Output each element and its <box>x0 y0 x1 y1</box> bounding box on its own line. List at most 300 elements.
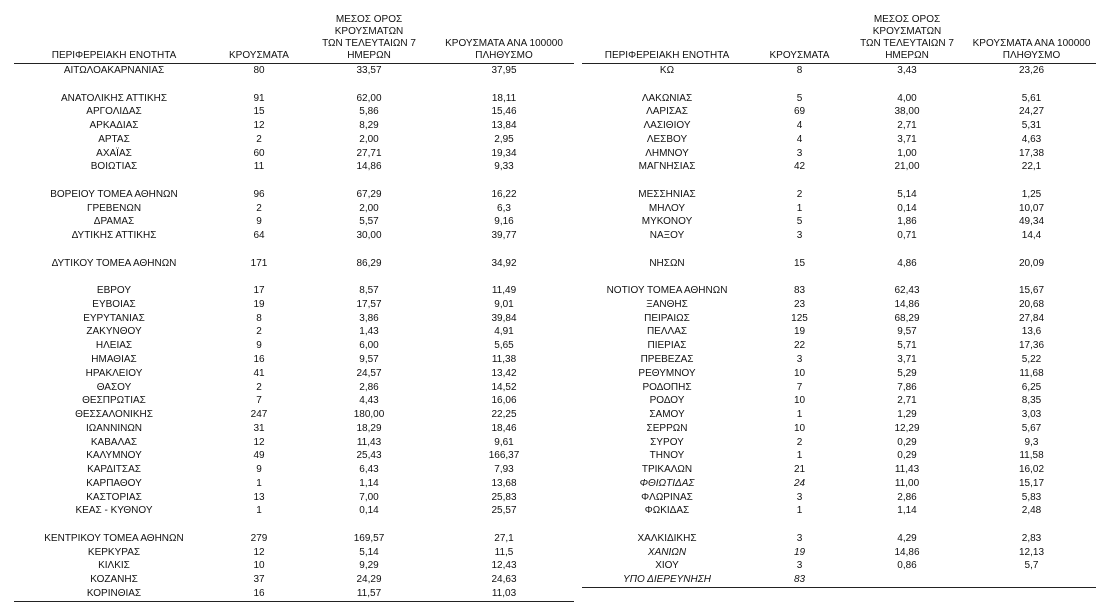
per100k-cell: 19,34 <box>491 147 517 159</box>
cases-cell: 7 <box>256 395 262 407</box>
table-row <box>582 325 1096 339</box>
per100k-cell: 37,95 <box>491 65 517 76</box>
table-row <box>14 312 574 326</box>
table-row <box>14 532 574 546</box>
table-row <box>14 546 574 560</box>
spacer-row <box>14 518 574 532</box>
per100k-cell: 9,16 <box>494 216 514 228</box>
region-cell: ΚΑΛΥΜΝΟΥ <box>86 450 142 462</box>
avg7-cell: 5,71 <box>897 340 917 352</box>
cases-cell: 4 <box>796 120 803 132</box>
per100k-cell: 22,25 <box>491 409 517 421</box>
per100k-cell: 7,93 <box>494 464 514 476</box>
table-row <box>14 202 574 216</box>
table-row <box>14 257 574 271</box>
avg7-cell <box>847 573 967 587</box>
per100k-cell: 13,42 <box>491 367 517 379</box>
table-row <box>582 559 1096 573</box>
avg7-cell: 0,14 <box>359 505 379 517</box>
per100k-cell: 18,46 <box>491 422 517 434</box>
cases-cell: 1 <box>796 409 803 421</box>
per100k-cell: 5,83 <box>1021 491 1042 503</box>
avg7-cell: 7,00 <box>359 491 379 503</box>
region-cell: ΕΒΡΟΥ <box>96 285 132 297</box>
table-row <box>582 202 1096 216</box>
per100k-cell: 11,38 <box>491 354 517 366</box>
table-row <box>582 298 1096 312</box>
table-row <box>582 215 1096 229</box>
table-row <box>582 160 1096 174</box>
region-cell: ΚΑΒΑΛΑΣ <box>90 436 138 448</box>
region-cell: ΚΙΛΚΙΣ <box>98 560 130 572</box>
region-cell: ΗΛΕΙΑΣ <box>95 340 133 352</box>
avg7-cell: 1,14 <box>359 477 379 489</box>
avg7-cell: 5,57 <box>359 216 379 228</box>
avg7-cell: 38,00 <box>894 106 920 118</box>
per100k-cell: 25,57 <box>491 505 517 517</box>
avg7-cell: 1,86 <box>897 216 917 228</box>
region-cell: ΘΕΣΠΡΩΤΙΑΣ <box>82 395 146 407</box>
avg7-cell: 4,86 <box>897 257 917 269</box>
cases-cell: 69 <box>793 106 806 118</box>
avg7-cell: 169,57 <box>353 532 385 544</box>
avg7-cell: 3,71 <box>897 354 917 366</box>
cases-cell: 247 <box>250 409 268 421</box>
avg7-cell: 0,29 <box>897 436 917 448</box>
region-cell: ΣΕΡΡΩΝ <box>646 422 688 434</box>
avg7-cell: 9,57 <box>897 326 917 338</box>
cases-cell: 16 <box>214 587 304 601</box>
table-row <box>582 257 1096 271</box>
region-cell: ΣΥΡΟΥ <box>650 436 684 448</box>
avg7-cell: 0,29 <box>897 450 917 462</box>
region-cell: ΑΡΚΑΔΙΑΣ <box>89 120 139 132</box>
per100k-cell: 15,67 <box>1018 285 1045 297</box>
table-row <box>14 92 574 106</box>
region-cell: ΝΟΤΙΟΥ ΤΟΜΕΑ ΑΘΗΝΩΝ <box>606 285 728 297</box>
cases-cell: 2 <box>256 381 262 393</box>
cases-cell: 1 <box>256 477 262 489</box>
per100k-cell: 17,36 <box>1018 340 1045 352</box>
cases-cell: 4 <box>796 133 803 145</box>
cases-cell: 9 <box>256 340 262 352</box>
region-cell: ΔΥΤΙΚΟΥ ΤΟΜΕΑ ΑΘΗΝΩΝ <box>51 257 177 269</box>
table-row <box>582 119 1096 133</box>
per100k-cell: 2,83 <box>1021 532 1042 544</box>
per100k-cell: 9,01 <box>494 298 514 310</box>
table-row <box>582 284 1096 298</box>
cases-cell: 23 <box>793 298 806 310</box>
cases-cell: 3 <box>796 532 803 544</box>
cases-cell: 91 <box>253 92 265 104</box>
cases-cell: 3 <box>796 491 803 503</box>
cases-cell: 21 <box>793 464 806 476</box>
header-cases: ΚΡΟΥΣΜΑΤΑ <box>752 14 847 64</box>
table-row <box>14 339 574 353</box>
per100k-cell: 13,6 <box>1021 326 1042 338</box>
avg7-cell: 33,57 <box>356 65 382 76</box>
per100k-cell: 12,43 <box>491 560 517 572</box>
cases-cell: 15 <box>253 106 265 118</box>
header-avg7: ΜΕΣΟΣ ΟΡΟΣ ΚΡΟΥΣΜΑΤΩΝ ΤΩΝ ΤΕΛΕΥΤΑΙΩΝ 7 ΗΜΕΡΩΝ <box>847 14 967 64</box>
per100k-cell: 6,25 <box>1021 381 1042 393</box>
cases-cell: 2 <box>256 326 262 338</box>
right-table-body <box>582 64 1096 588</box>
avg7-cell: 5,14 <box>897 188 917 200</box>
avg7-cell: 11,43 <box>356 436 382 448</box>
region-cell: ΑΡΤΑΣ <box>98 133 130 145</box>
avg7-cell: 11,00 <box>894 477 920 489</box>
avg7-cell: 27,71 <box>356 147 382 159</box>
cases-cell: 125 <box>791 312 808 324</box>
region-cell: ΓΡΕΒΕΝΩΝ <box>86 202 142 214</box>
avg7-cell: 0,86 <box>897 560 917 572</box>
region-cell: ΔΥΤΙΚΗΣ ΑΤΤΙΚΗΣ <box>71 230 157 242</box>
avg7-cell: 3,86 <box>359 312 379 324</box>
table-row <box>14 147 574 161</box>
spacer-row <box>582 518 1096 532</box>
cases-cell: 5 <box>796 216 803 228</box>
table-row <box>14 133 574 147</box>
table-row <box>14 394 574 408</box>
table-row <box>582 339 1096 353</box>
region-cell: ΕΥΒΟΙΑΣ <box>92 298 136 310</box>
region-cell: ΑΧΑΪΑΣ <box>96 147 132 159</box>
avg7-cell: 2,71 <box>897 395 917 407</box>
per100k-cell: 14,4 <box>1021 230 1042 242</box>
cases-cell: 41 <box>253 367 265 379</box>
per100k-cell: 5,65 <box>494 340 514 352</box>
per100k-cell: 34,92 <box>491 257 517 269</box>
table-row <box>14 367 574 381</box>
per100k-cell: 5,61 <box>1021 92 1042 104</box>
region-cell: ΚΟΖΑΝΗΣ <box>90 574 138 586</box>
avg7-cell: 0,14 <box>897 202 917 214</box>
header-cases: ΚΡΟΥΣΜΑΤΑ <box>214 14 304 64</box>
cases-cell: 1 <box>796 202 803 214</box>
cases-cell: 10 <box>793 422 806 434</box>
cases-cell: 1 <box>256 505 262 517</box>
left-table-body <box>14 64 574 602</box>
spacer-row <box>582 174 1096 188</box>
cases-cell: 3 <box>796 147 803 159</box>
per100k-cell: 16,02 <box>1018 464 1045 476</box>
table-row <box>582 312 1096 326</box>
cases-cell: 12 <box>253 436 265 448</box>
table-row <box>14 105 574 119</box>
table-row <box>582 188 1096 202</box>
region-cell: ΚΕΑΣ - ΚΥΘΝΟΥ <box>75 505 153 517</box>
cases-cell: 22 <box>793 340 806 352</box>
per100k-cell: 24,63 <box>491 574 517 586</box>
per100k-cell: 27,1 <box>494 532 514 544</box>
per100k-cell: 11,5 <box>494 546 514 558</box>
cases-cell: 7 <box>796 381 803 393</box>
region-cell: ΚΕΝΤΡΙΚΟΥ ΤΟΜΕΑ ΑΘΗΝΩΝ <box>44 532 184 544</box>
avg7-cell: 17,57 <box>356 298 382 310</box>
avg7-cell: 14,86 <box>894 298 920 310</box>
table-row <box>582 353 1096 367</box>
cases-cell: 19 <box>793 326 806 338</box>
per100k-cell: 15,17 <box>1018 477 1045 489</box>
region-cell: ΦΛΩΡΙΝΑΣ <box>641 491 693 503</box>
avg7-cell: 1,43 <box>359 326 379 338</box>
region-cell: ΖΑΚΥΝΘΟΥ <box>86 326 142 338</box>
spacer-row <box>582 270 1096 284</box>
cases-cell: 19 <box>253 298 265 310</box>
region-cell: ΚΕΡΚΥΡΑΣ <box>87 546 141 558</box>
per100k-cell: 14,52 <box>491 381 517 393</box>
table-row <box>14 381 574 395</box>
avg7-cell: 7,86 <box>897 381 917 393</box>
spacer-row <box>582 243 1096 257</box>
per100k-cell: 39,84 <box>491 312 517 324</box>
region-cell: ΚΑΣΤΟΡΙΑΣ <box>86 491 142 503</box>
region-cell: ΗΜΑΘΙΑΣ <box>91 354 137 366</box>
avg7-cell: 6,00 <box>359 340 379 352</box>
right-cases-table <box>582 14 1096 588</box>
avg7-cell: 5,14 <box>359 546 379 558</box>
region-cell: ΠΙΕΡΙΑΣ <box>647 340 687 352</box>
avg7-cell: 2,71 <box>897 120 917 132</box>
avg7-cell: 3,43 <box>897 65 917 76</box>
table-row <box>14 436 574 450</box>
region-cell: ΧΑΝΙΩΝ <box>647 546 687 558</box>
cases-cell: 42 <box>793 161 806 173</box>
spacer-row <box>14 243 574 257</box>
per100k-cell: 17,38 <box>1018 147 1045 159</box>
per100k-cell: 11,58 <box>1019 450 1044 462</box>
region-cell: ΧΙΟΥ <box>655 560 679 572</box>
table-row <box>582 436 1096 450</box>
region-cell: ΑΝΑΤΟΛΙΚΗΣ ΑΤΤΙΚΗΣ <box>60 92 168 104</box>
table-row <box>582 491 1096 505</box>
region-cell: ΚΑΡΔΙΤΣΑΣ <box>87 464 141 476</box>
avg7-cell: 3,71 <box>897 133 917 145</box>
avg7-cell: 4,00 <box>897 92 917 104</box>
table-row <box>582 477 1096 491</box>
table-row <box>582 229 1096 243</box>
avg7-cell: 1,00 <box>897 147 917 159</box>
table-row <box>14 463 574 477</box>
cases-cell: 80 <box>253 65 265 76</box>
per100k-cell: 1,25 <box>1021 188 1042 200</box>
cases-cell: 3 <box>796 230 803 242</box>
cases-cell: 279 <box>250 532 268 544</box>
avg7-cell: 14,86 <box>894 546 920 558</box>
region-cell: ΚΑΡΠΑΘΟΥ <box>86 477 142 489</box>
per100k-cell: 6,3 <box>497 202 511 214</box>
right-header-row <box>582 14 1096 64</box>
region-cell: ΛΗΜΝΟΥ <box>645 147 689 159</box>
region-cell: ΒΟΡΕΙΟΥ ΤΟΜΕΑ ΑΘΗΝΩΝ <box>50 188 178 200</box>
avg7-cell: 62,43 <box>894 285 920 297</box>
table-row <box>14 119 574 133</box>
left-header-row <box>14 14 574 64</box>
per100k-cell: 12,13 <box>1018 546 1045 558</box>
region-cell: ΜΥΚΟΝΟΥ <box>641 216 693 228</box>
region-cell: ΛΕΣΒΟΥ <box>646 133 688 145</box>
avg7-cell: 5,86 <box>359 106 379 118</box>
table-row <box>582 133 1096 147</box>
avg7-cell: 8,57 <box>359 285 379 297</box>
region-cell: ΤΗΝΟΥ <box>649 450 685 462</box>
cases-cell: 12 <box>253 120 265 132</box>
table-row <box>582 105 1096 119</box>
per100k-cell: 5,22 <box>1021 354 1042 366</box>
avg7-cell: 14,86 <box>356 161 382 173</box>
avg7-cell: 8,29 <box>359 120 379 132</box>
per100k-cell: 16,06 <box>491 395 517 407</box>
avg7-cell: 2,00 <box>359 202 379 214</box>
per100k-cell: 20,68 <box>1018 298 1045 310</box>
avg7-cell: 86,29 <box>356 257 382 269</box>
table-row <box>14 160 574 174</box>
per100k-cell: 5,31 <box>1021 120 1042 132</box>
region-cell: ΜΕΣΣΗΝΙΑΣ <box>638 188 696 200</box>
per100k-cell: 49,34 <box>1018 216 1045 228</box>
table-row <box>14 587 574 601</box>
header-region: ΠΕΡΙΦΕΡΕΙΑΚΗ ΕΝΟΤΗΤΑ <box>14 14 214 64</box>
table-row <box>14 188 574 202</box>
table-row <box>582 394 1096 408</box>
avg7-cell: 62,00 <box>356 92 382 104</box>
avg7-cell: 11,57 <box>304 587 434 601</box>
avg7-cell: 6,43 <box>359 464 379 476</box>
table-row <box>14 325 574 339</box>
avg7-cell: 2,00 <box>359 133 379 145</box>
per100k-cell: 11,49 <box>491 285 517 297</box>
region-cell: ΡΟΔΟΠΗΣ <box>642 381 692 393</box>
cases-cell: 1 <box>796 450 803 462</box>
cases-cell: 19 <box>793 546 806 558</box>
per100k-cell: 4,91 <box>494 326 514 338</box>
per100k-cell: 166,37 <box>488 450 520 462</box>
table-row <box>14 215 574 229</box>
per100k-cell: 2,95 <box>494 133 514 145</box>
table-row <box>14 559 574 573</box>
avg7-cell: 4,29 <box>897 532 917 544</box>
per100k-cell: 13,68 <box>491 477 517 489</box>
cases-cell: 96 <box>253 188 265 200</box>
avg7-cell: 25,43 <box>356 450 382 462</box>
region-cell: ΠΡΕΒΕΖΑΣ <box>640 354 694 366</box>
per100k-cell: 11,68 <box>1019 367 1044 379</box>
region-cell: ΛΑΡΙΣΑΣ <box>646 106 688 118</box>
cases-cell: 83 <box>793 285 806 297</box>
table-row <box>582 367 1096 381</box>
region-cell: ΒΟΙΩΤΙΑΣ <box>90 161 138 173</box>
per100k-cell: 5,67 <box>1021 422 1042 434</box>
avg7-cell: 30,00 <box>356 230 382 242</box>
cases-cell: 1 <box>796 505 803 517</box>
cases-cell: 64 <box>253 230 265 242</box>
per100k-cell: 22,1 <box>1021 161 1042 173</box>
table-row <box>14 298 574 312</box>
header-avg7: ΜΕΣΟΣ ΟΡΟΣ ΚΡΟΥΣΜΑΤΩΝ ΤΩΝ ΤΕΛΕΥΤΑΙΩΝ 7 ΗΜΕΡΩΝ <box>304 14 434 64</box>
table-row <box>582 463 1096 477</box>
spacer-row <box>14 78 574 92</box>
avg7-cell: 4,43 <box>359 395 379 407</box>
cases-cell: 31 <box>253 422 265 434</box>
cases-cell: 10 <box>793 395 806 407</box>
region-cell: ΕΥΡΥΤΑΝΙΑΣ <box>83 312 145 324</box>
region-cell: ΛΑΚΩΝΙΑΣ <box>641 92 693 104</box>
per100k-cell: 2,48 <box>1021 505 1042 517</box>
region-cell: ΦΩΚΙΔΑΣ <box>644 505 690 517</box>
region-cell: ΑΙΤΩΛΟΑΚΑΡΝΑΝΙΑΣ <box>63 65 165 76</box>
per100k-cell: 3,03 <box>1021 409 1042 421</box>
region-cell: ΣΑΜΟΥ <box>649 409 685 421</box>
avg7-cell: 24,29 <box>356 574 382 586</box>
avg7-cell: 0,71 <box>897 230 917 242</box>
per100k-cell: 9,61 <box>494 436 514 448</box>
per100k-cell: 39,77 <box>491 230 517 242</box>
table-row <box>14 504 574 518</box>
cases-cell: 10 <box>793 367 806 379</box>
table-row <box>582 546 1096 560</box>
per100k-cell: 27,84 <box>1018 312 1045 324</box>
cases-cell: 60 <box>253 147 265 159</box>
header-region: ΠΕΡΙΦΕΡΕΙΑΚΗ ΕΝΟΤΗΤΑ <box>582 14 752 64</box>
table-row <box>582 64 1096 78</box>
table-row <box>14 573 574 587</box>
cases-cell: 10 <box>253 560 265 572</box>
table-row <box>582 573 1096 587</box>
per100k-cell: 4,63 <box>1021 133 1042 145</box>
avg7-cell: 24,57 <box>356 367 382 379</box>
avg7-cell: 5,29 <box>897 367 917 379</box>
cases-cell: 83 <box>752 573 847 587</box>
table-row <box>582 449 1096 463</box>
region-cell: ΜΗΛΟΥ <box>648 202 686 214</box>
avg7-cell: 180,00 <box>353 409 385 421</box>
region-cell: ΔΡΑΜΑΣ <box>93 216 135 228</box>
table-row <box>14 449 574 463</box>
region-cell: ΙΩΑΝΝΙΝΩΝ <box>85 422 143 434</box>
region-cell: ΘΕΣΣΑΛΟΝΙΚΗΣ <box>75 409 153 421</box>
avg7-cell: 67,29 <box>356 188 382 200</box>
region-cell: ΠΕΙΡΑΙΩΣ <box>644 312 690 324</box>
avg7-cell: 9,57 <box>359 354 379 366</box>
cases-cell: 12 <box>253 546 265 558</box>
table-row <box>14 64 574 78</box>
avg7-cell: 9,29 <box>359 560 379 572</box>
header-per100k: ΚΡΟΥΣΜΑΤΑ ΑΝΑ 100000 ΠΛΗΘΥΣΜΟ <box>967 14 1096 64</box>
region-cell: ΝΗΣΩΝ <box>649 257 685 269</box>
region-cell: ΝΑΞΟΥ <box>649 230 685 242</box>
table-row <box>582 381 1096 395</box>
region-cell: ΠΕΛΛΑΣ <box>646 326 688 338</box>
per100k-cell: 24,27 <box>1018 106 1045 118</box>
cases-cell: 2 <box>256 133 262 145</box>
region-cell: ΗΡΑΚΛΕΙΟΥ <box>85 367 143 379</box>
per100k-cell: 9,33 <box>494 161 514 173</box>
region-cell: ΧΑΛΚΙΔΙΚΗΣ <box>637 532 697 544</box>
avg7-cell: 18,29 <box>356 422 382 434</box>
avg7-cell: 21,00 <box>894 161 920 173</box>
cases-cell: 13 <box>253 491 265 503</box>
per100k-cell: 25,83 <box>491 491 517 503</box>
per100k-cell: 20,09 <box>1018 257 1045 269</box>
region-cell: ΥΠΟ ΔΙΕΡΕΥΝΗΣΗ <box>582 573 752 587</box>
region-cell: ΡΟΔΟΥ <box>649 395 685 407</box>
cases-cell: 8 <box>256 312 262 324</box>
region-cell: ΛΑΣΙΘΙΟΥ <box>643 120 691 132</box>
cases-cell: 37 <box>253 574 265 586</box>
table-row <box>14 422 574 436</box>
cases-cell: 24 <box>793 477 806 489</box>
